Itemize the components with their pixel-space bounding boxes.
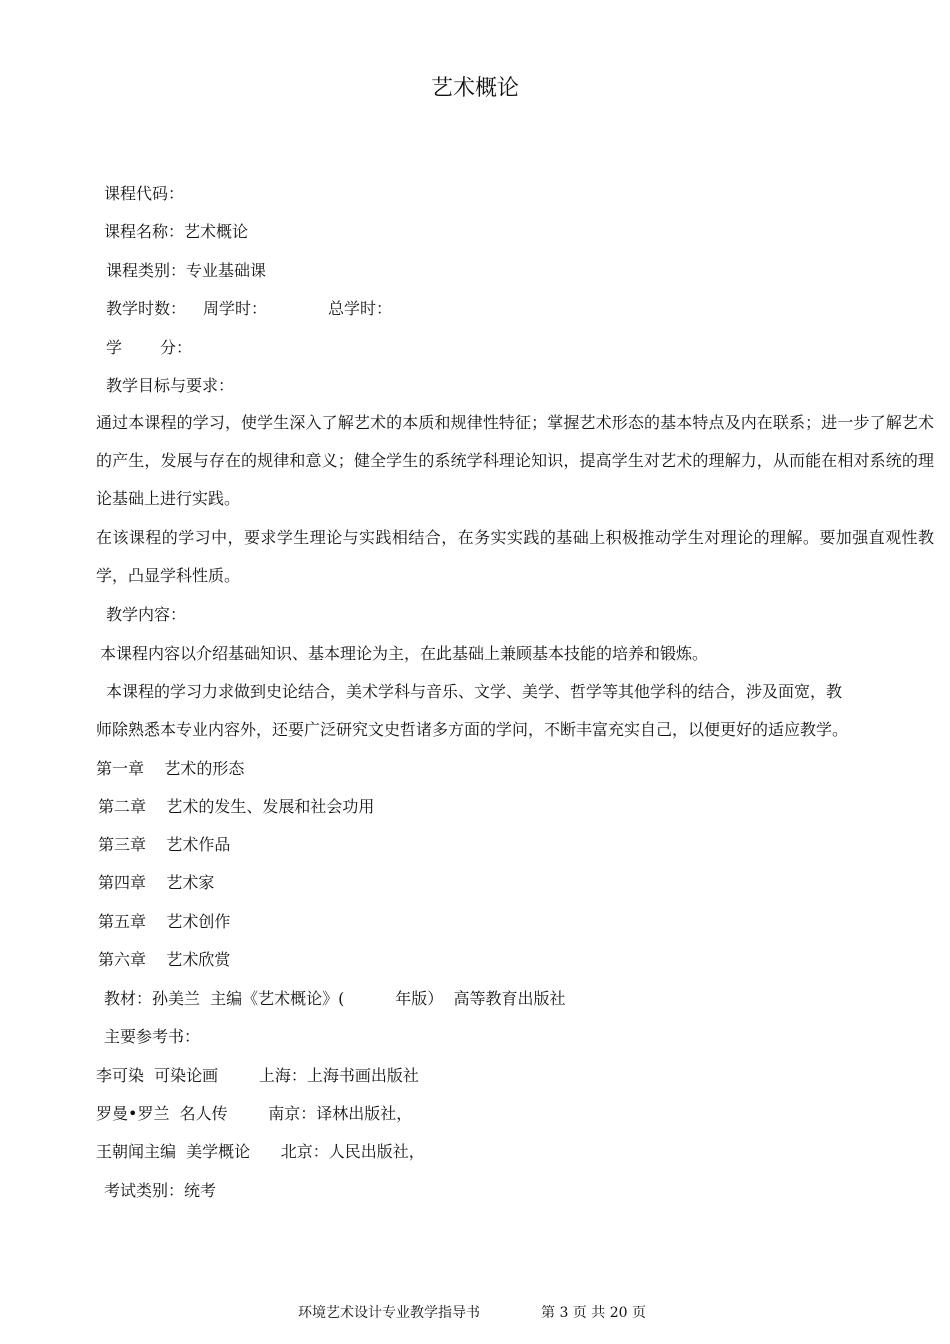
chapter-item: 第六章 艺术欣赏 [98,950,231,969]
course-code: 课程代码： [104,184,185,203]
weekly-hours: 周学时： [203,299,268,318]
reference-item: 李可染 可染论画 上海：上海书画出版社 [96,1066,419,1085]
footer-doc-name: 环境艺术设计专业教学指导书 [298,1305,480,1321]
reference-item: 王朝闻主编 美学概论 北京：人民出版社， [96,1142,425,1161]
total-hours: 总学时： [328,299,393,318]
content-line-3: 师除熟悉本专业内容外，还要广泛研究文史哲诸多方面的学问，不断丰富充实自己，以便更好的适应教学。 [96,720,849,739]
chapter-item: 第二章 艺术的发生、发展和社会功用 [98,797,375,816]
goals-paragraph-2: 在该课程的学习中，要求学生理论与实践相结合，在务实实践的基础上积极推动学生对理论的理解。要加强直观性教学，凸显学科性质。 [96,528,934,585]
content-label: 教学内容： [106,605,187,624]
textbook: 教材：孙美兰 主编《艺术概论》( 年版） 高等教育出版社 [104,989,566,1008]
chapter-item: 第四章 艺术家 [98,873,215,892]
content-line-1: 本课程内容以介绍基础知识、基本理论为主，在此基础上兼顾基本技能的培养和锻炼。 [100,644,709,663]
course-type: 课程类别：专业基础课 [106,261,267,280]
chapter-item: 第三章 艺术作品 [98,835,231,854]
credit-label: 学 [106,338,123,357]
chapter-item: 第五章 艺术创作 [98,912,231,931]
goals-label: 教学目标与要求： [106,376,235,395]
footer-page-info: 第 3 页 共 20 页 [541,1305,646,1321]
exam-type: 考试类别：统考 [104,1181,217,1200]
chapter-item: 第一章 艺术的形态 [96,759,245,778]
content-line-2: 本课程的学习力求做到史论结合，美术学科与音乐、文学、美学、哲学等其他学科的结合，涉及面宽，教 [106,682,843,701]
teaching-hours-label: 教学时数： [106,299,187,318]
goals-paragraph-1: 通过本课程的学习，使学生深入了解艺术的本质和规律性特征；掌握艺术形态的基本特点及内在联系；进一步了解艺术的产生，发展与存在的规律和意义；健全学生的系统学科理论知识，提高学生对艺术的理解力，从而能在相对系统的理论基础上进行实践。 [96,413,934,508]
page-title: 艺术概论 [430,76,519,101]
references-label: 主要参考书： [104,1027,201,1046]
reference-item: 罗曼•罗兰 名人传 南京：译林出版社， [96,1104,413,1123]
credit-label-suffix: 分： [160,338,193,357]
course-name: 课程名称：艺术概论 [104,222,249,241]
